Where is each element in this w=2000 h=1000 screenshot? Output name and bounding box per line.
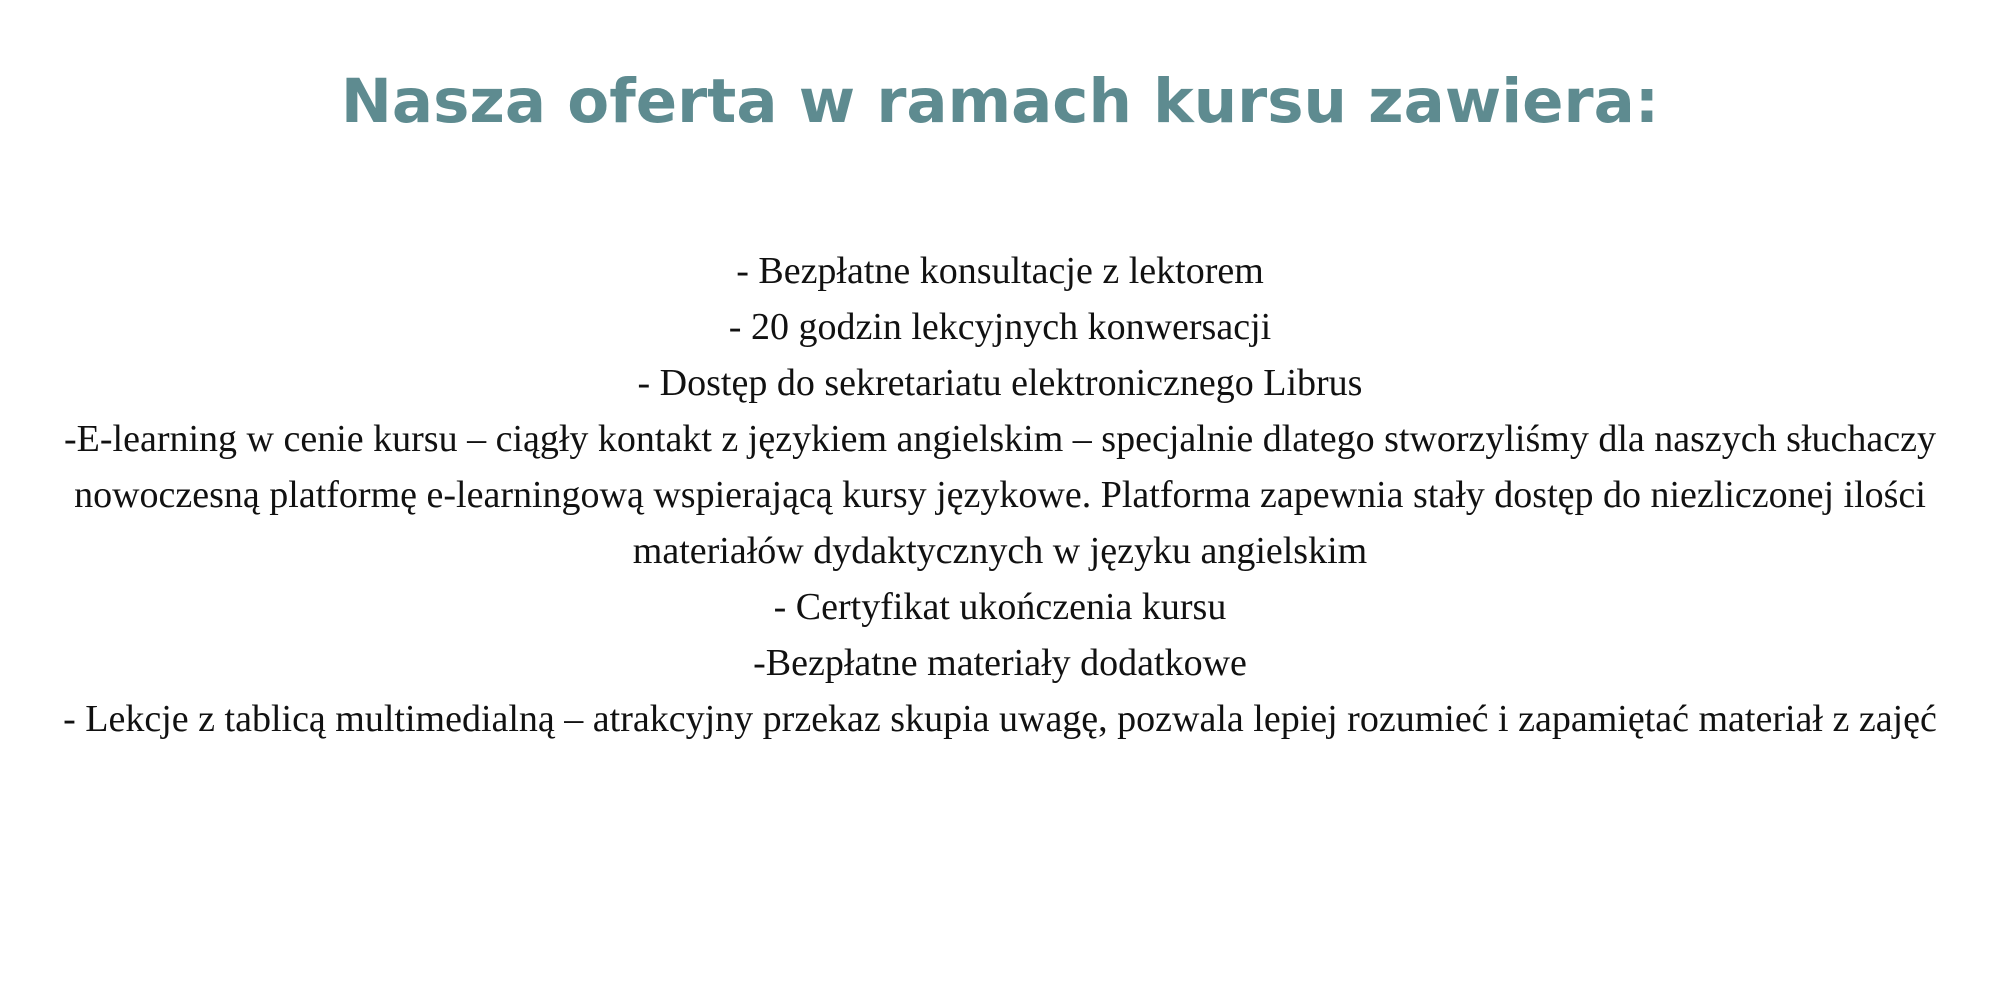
- offer-item-consultations: - Bezpłatne konsultacje z lektorem: [736, 250, 1264, 292]
- offer-item-conversation-hours: - 20 godzin lekcyjnych konwersacji: [728, 306, 1272, 348]
- page-title: Nasza oferta w ramach kursu zawiera:: [340, 66, 1660, 137]
- offer-item-librus-access: - Dostęp do sekretariatu elektronicznego Librus: [637, 362, 1363, 404]
- offer-item-multimedia-board: - Lekcje z tablicą multimedialną – atrakcyjny przekaz skupia uwagę, pozwala lepiej rozumieć i zapamiętać materiał z zajęć: [63, 698, 1937, 740]
- offer-item-certificate: - Certyfikat ukończenia kursu: [773, 586, 1227, 628]
- offer-item-additional-materials: -Bezpłatne materiały dodatkowe: [753, 642, 1247, 684]
- offer-list: [60, 243, 1940, 747]
- offer-item-e-learning: -E-learning w cenie kursu – ciągły kontakt z językiem angielskim – specjalnie dlatego stworzyliśmy dla naszych słuchaczy nowoczesną platformę e-learningową wspierającą kursy językowe. Platforma zapewnia stały dostęp do niezliczonej ilości materiałów dydaktycznych w języku angielskim: [64, 418, 1936, 572]
